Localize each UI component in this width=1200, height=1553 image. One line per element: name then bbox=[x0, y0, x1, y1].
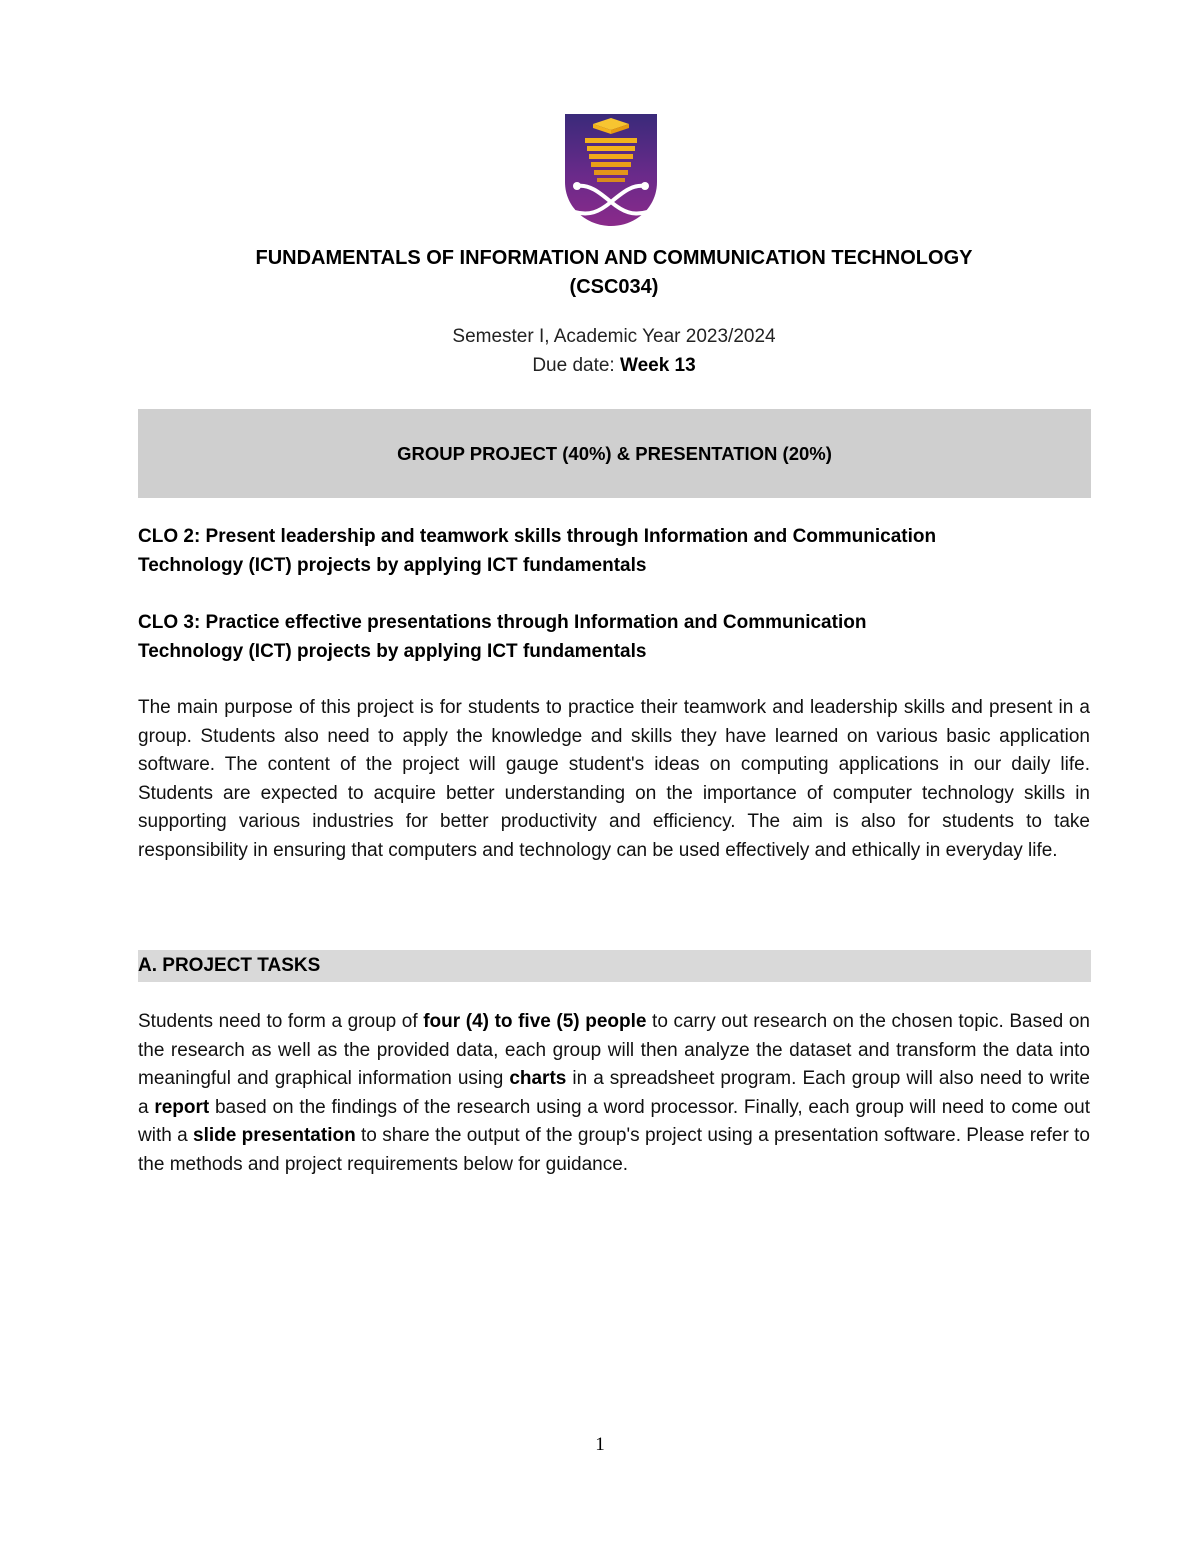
clo-3 bbox=[138, 608, 1090, 666]
semester-text: Semester I, Academic Year 2023/2024 bbox=[452, 326, 776, 347]
banner-text: GROUP PROJECT (40%) & PRESENTATION (20%) bbox=[397, 442, 832, 464]
due-date bbox=[138, 351, 1090, 380]
clo-2-line-1: CLO 2: Present leadership and teamwork skills through Information and Communication bbox=[138, 526, 937, 547]
clo-2 bbox=[138, 522, 1090, 580]
university-crest-logo bbox=[563, 112, 659, 228]
tasks-text-1: Students need to form a group of bbox=[138, 1011, 424, 1032]
tasks-bold-group-size: four (4) to five (5) people bbox=[423, 1011, 647, 1032]
tasks-bold-report: report bbox=[154, 1096, 210, 1118]
intro-paragraph: The main purpose of this project is for students to practice their teamwork and leadership skills and present in a group. Students also need to apply the knowledge and skills they have learned on various basic application software. The content of the project will gauge student's ideas on computing applications in our daily life. Students are expected to acquire better understanding on the importance of computer technology skills in supporting various industries for better productivity and efficiency. The aim is also for students to take responsibility in ensuring that computers and technology can be used effectively and ethically in everyday life. bbox=[138, 697, 1090, 861]
clo-2-line-2: Technology (ICT) projects by applying ICT fundamentals bbox=[138, 555, 647, 576]
due-date-value: Week 13 bbox=[619, 355, 696, 376]
tasks-text-4: based on the findings of the research using a word processor. Finally, each group will need to come out with a bbox=[138, 1096, 1090, 1147]
section-a-heading bbox=[138, 950, 1091, 982]
tasks-bold-slide-presentation: slide presentation bbox=[193, 1125, 356, 1147]
due-date-label: Due date: bbox=[532, 355, 620, 376]
tasks-bold-charts: charts bbox=[509, 1068, 567, 1090]
document-title bbox=[138, 244, 1090, 302]
title-line-2: (CSC034) bbox=[569, 276, 659, 298]
section-a-heading-text: A. PROJECT TASKS bbox=[138, 955, 321, 976]
assessment-banner bbox=[138, 409, 1091, 498]
tasks-text-5: to share the output of the group's project using a presentation software. Please refer to the methods and project requirements below for guidance. bbox=[138, 1125, 1090, 1175]
clo-3-line-1: CLO 3: Practice effective presentations through Information and Communication bbox=[138, 612, 867, 633]
document-meta bbox=[138, 322, 1090, 380]
title-line-1: FUNDAMENTALS OF INFORMATION AND COMMUNICATION TECHNOLOGY bbox=[255, 247, 973, 269]
project-tasks-paragraph bbox=[138, 1008, 1090, 1180]
tasks-text-3: in a spreadsheet program. Each group will also need to write a bbox=[138, 1068, 1090, 1118]
clo-3-line-2: Technology (ICT) projects by applying ICT fundamentals bbox=[138, 641, 647, 662]
page-number: 1 bbox=[595, 1434, 605, 1455]
tasks-text-2: to carry out research on the chosen topic. Based on the research as well as the provided data, each group will then analyze the dataset and transform the data into meaningful and graphical information using bbox=[138, 1011, 1090, 1090]
